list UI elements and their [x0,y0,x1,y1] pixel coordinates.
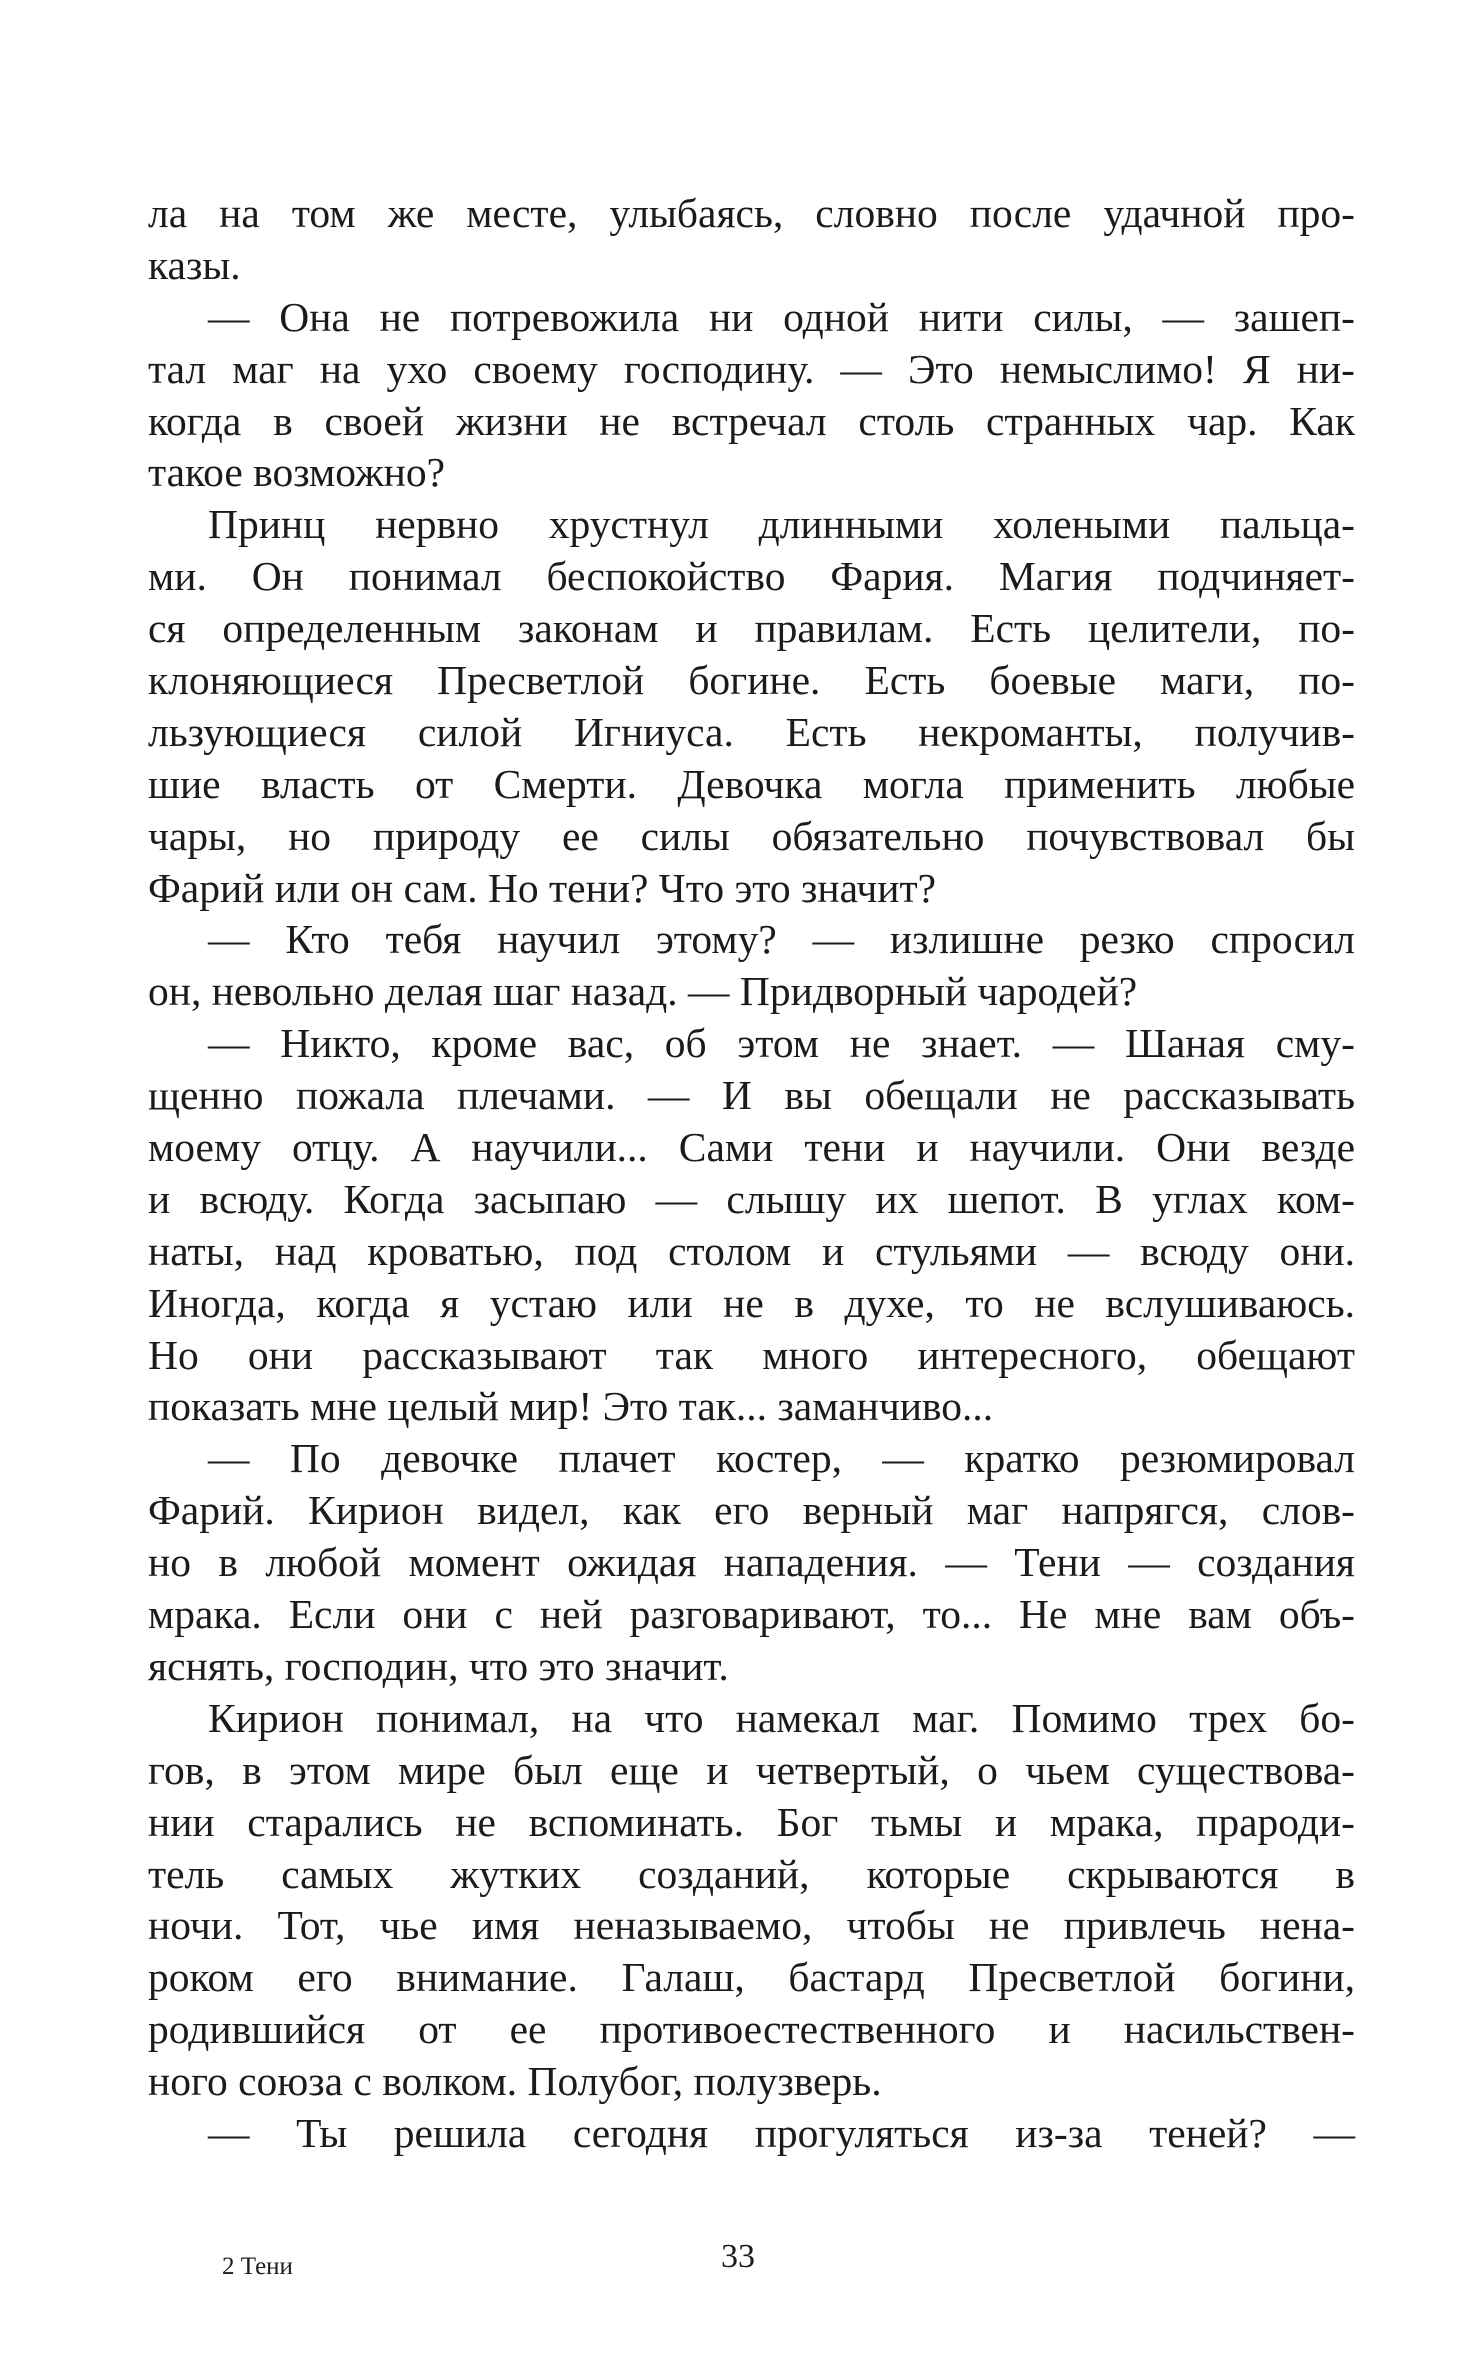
text-line: мрака. Если они с ней разговаривают, то... Не мне вам объ- [148,1591,1355,1638]
text-line: Принц нервно хрустнул длинными холеными пальца- [208,501,1355,548]
printer-signature-mark: 2 Тени [222,2253,293,2280]
text-line: но в любой момент ожидая нападения. — Тени — создания [148,1539,1355,1586]
text-line: ла на том же месте, улыбаясь, словно после удачной про- [148,190,1355,236]
text-line: гов, в этом мире был еще и четвертый, о чьем существова- [148,1746,1355,1793]
text-line: яснять, господин, что это значит. [148,1642,729,1689]
text-line: тель самых жутких созданий, которые скрываются в [148,1850,1355,1897]
text-line: нии старались не вспоминать. Бог тьмы и мрака, прароди- [148,1798,1355,1845]
text-line: шие власть от Смерти. Девочка могла применить любые [148,760,1355,807]
text-line: льзующиеся силой Игниуса. Есть некроманты, получив- [148,708,1355,755]
text-line: Кирион понимал, на что намекал маг. Помимо трех бо- [208,1694,1355,1741]
text-line: — По девочке плачет костер, — кратко резюмировал [208,1435,1355,1482]
text-line: клоняющиеся Пресветлой богине. Есть боевые маги, по- [148,657,1355,704]
text-line: и всюду. Когда засыпаю — слышу их шепот. В углах ком- [148,1175,1355,1222]
text-line: такое возможно? [148,449,446,496]
text-line: ми. Он понимал беспокойство Фария. Магия подчиняет- [148,553,1355,600]
text-line: ся определенным законам и правилам. Есть целители, по- [148,605,1355,652]
text-line: показать мне целый мир! Это так... заманчиво... [148,1383,994,1430]
body-text [148,188,1355,2160]
text-line: — Она не потревожила ни одной нити силы, — зашеп- [208,293,1355,340]
text-line: Фарий или он сам. Но тени? Что это значит? [148,864,937,911]
text-line: Иногда, когда я устаю или не в духе, то не вслушиваюсь. [148,1279,1355,1326]
text-line: наты, над кроватью, под столом и стульями — всюду они. [148,1227,1355,1274]
text-line: когда в своей жизни не встречал столь странных чар. Как [148,397,1355,444]
text-line: — Никто, кроме вас, об этом не знает. — Шаная сму- [208,1020,1355,1067]
text-line: Фарий. Кирион видел, как его верный маг напрягся, слов- [148,1487,1355,1534]
text-line: Но они рассказывают так много интересного, обещают [148,1331,1355,1378]
text-line: ночи. Тот, чье имя неназываемо, чтобы не привлечь нена- [148,1902,1355,1949]
text-line: — Ты решила сегодня прогуляться из-за теней? — [208,2109,1355,2156]
text-line: чары, но природу ее силы обязательно почувствовал бы [148,812,1355,859]
text-line: ного союза с волком. Полубог, полузверь. [148,2058,882,2105]
text-line: щенно пожала плечами. — И вы обещали не рассказывать [148,1072,1355,1119]
page-number: 33 [721,2238,755,2275]
text-line: тал маг на ухо своему господину. — Это немыслимо! Я ни- [148,345,1355,392]
text-line: — Кто тебя научил этому? — излишне резко спросил [208,916,1355,963]
text-line: моему отцу. А научили... Сами тени и научили. Они везде [148,1124,1355,1171]
text-line: казы. [148,241,241,288]
text-line: роком его внимание. Галаш, бастард Пресветлой богини, [148,1954,1355,2001]
text-line: он, невольно делая шаг назад. — Придворный чародей? [148,968,1138,1015]
text-line: родившийся от ее противоестественного и насильствен- [148,2006,1355,2053]
